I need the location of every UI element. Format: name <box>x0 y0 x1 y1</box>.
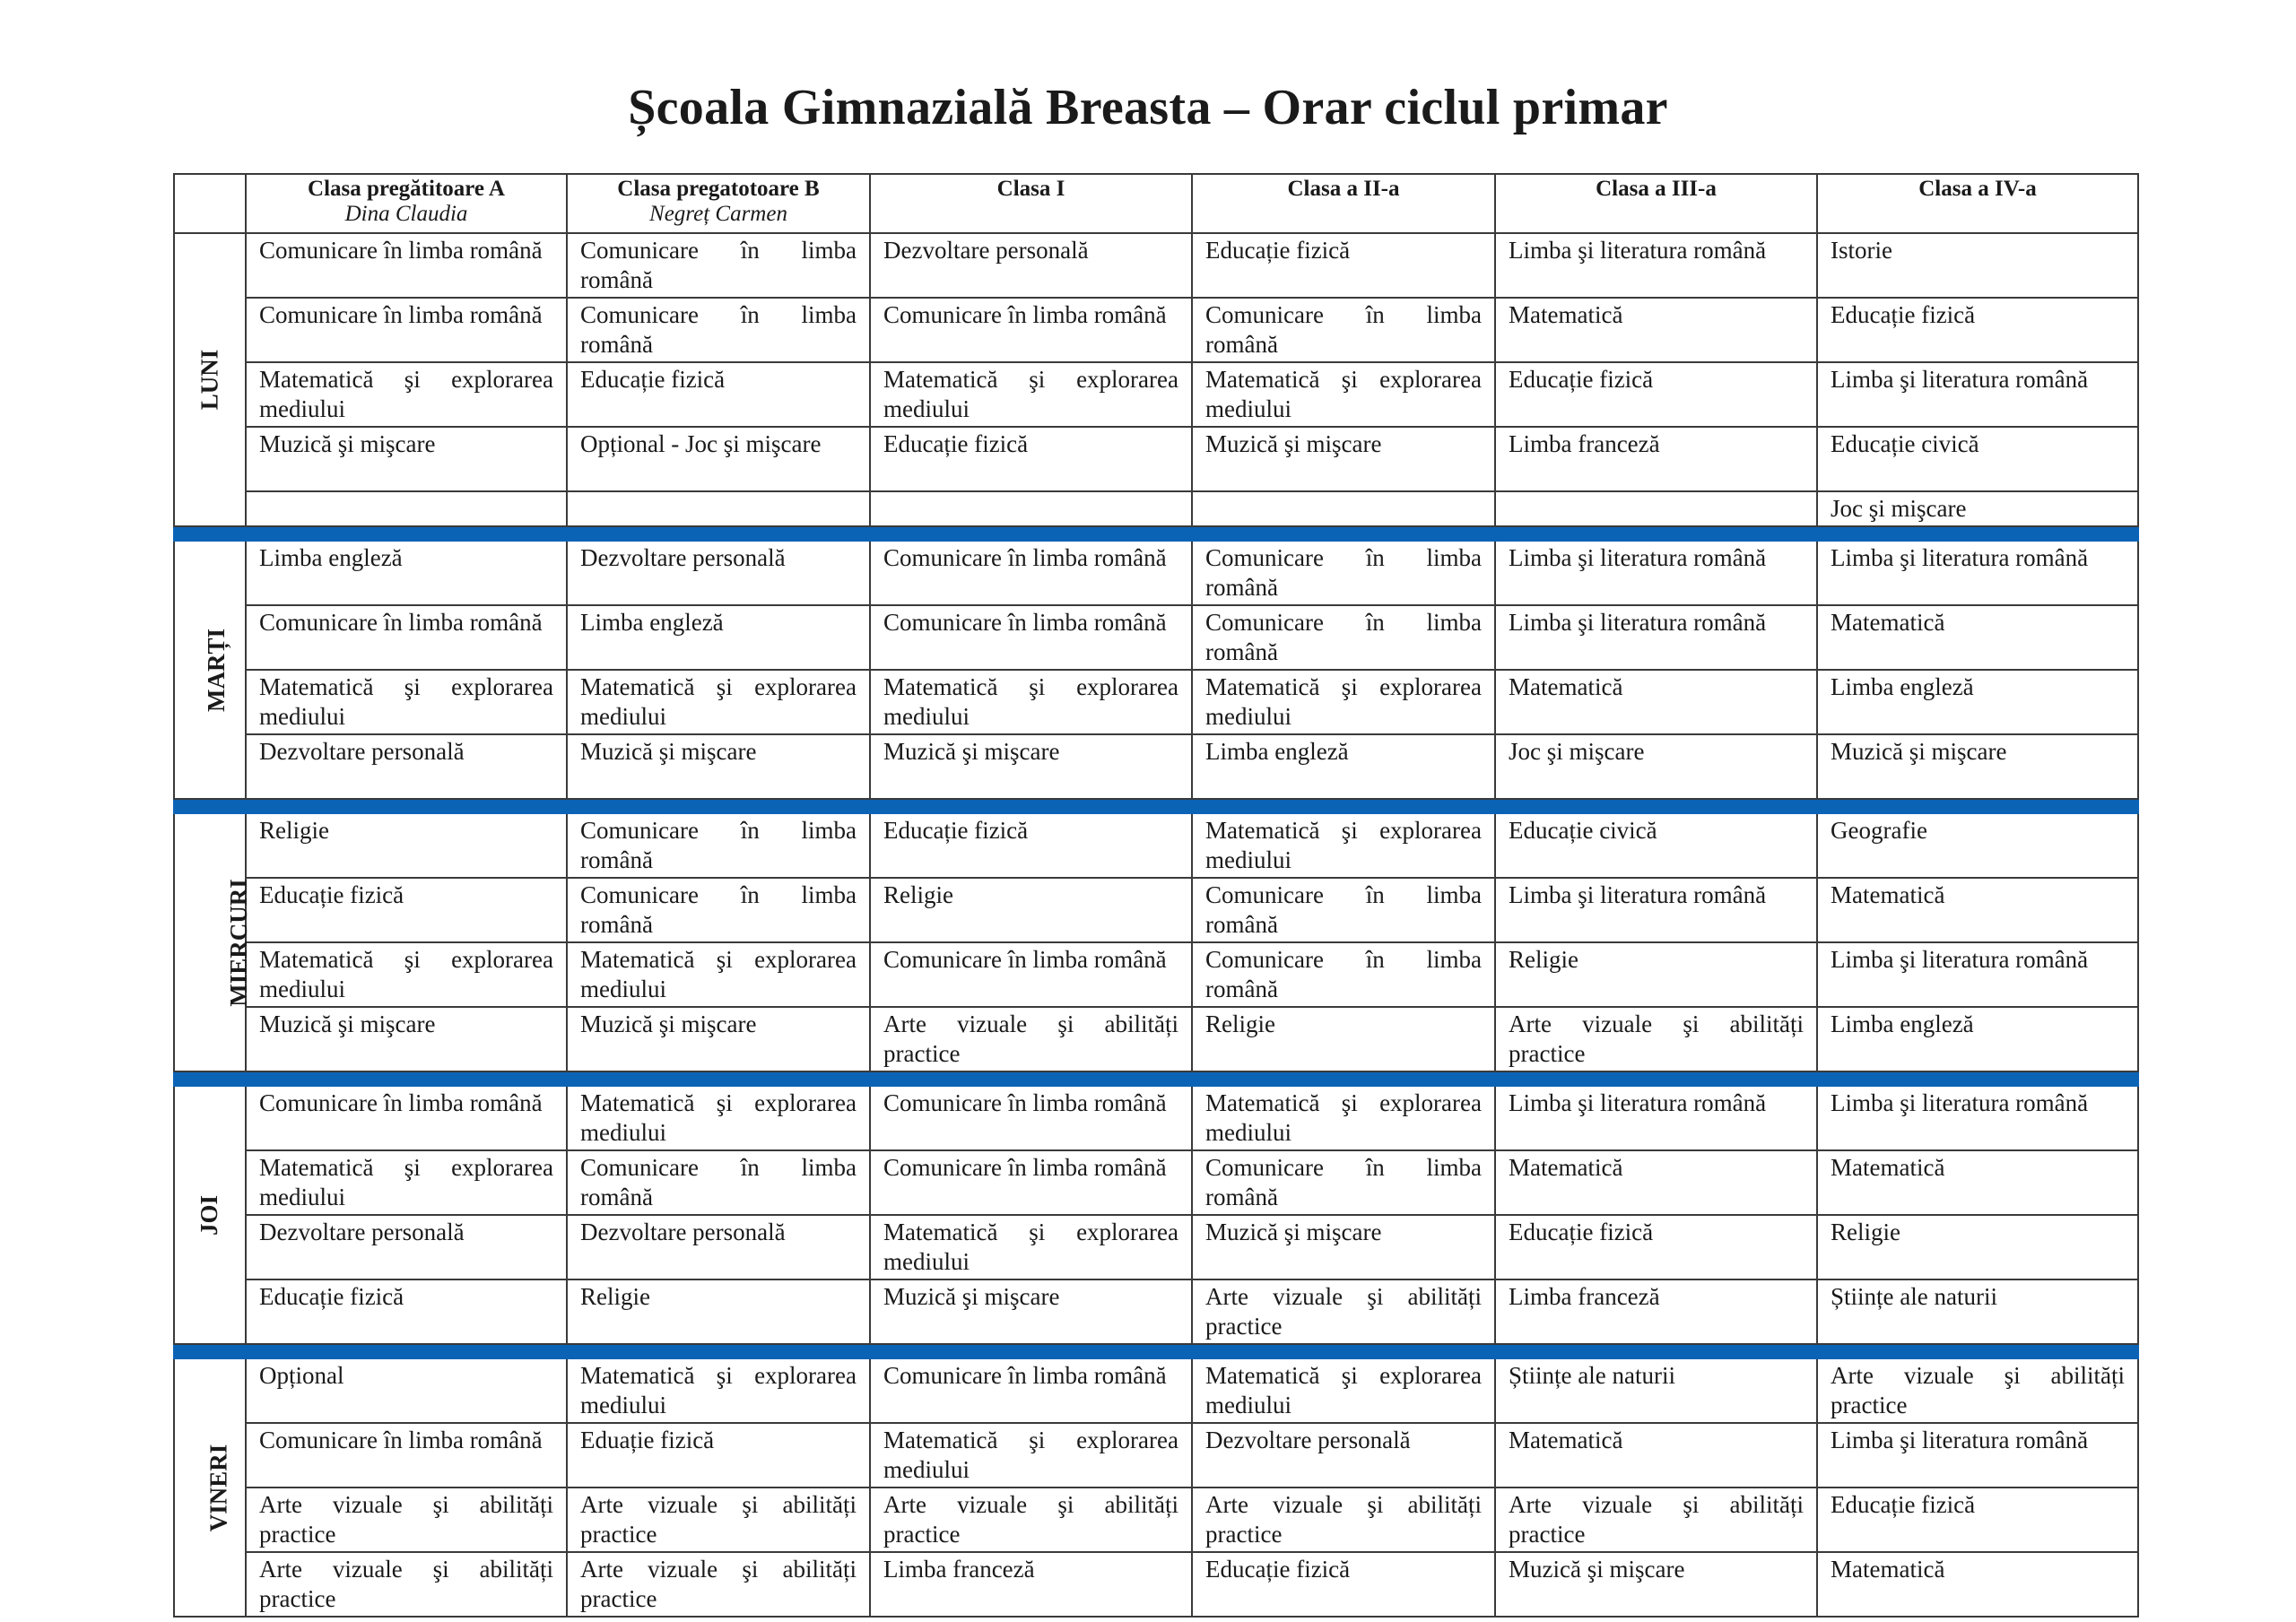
lesson-cell: Comunicare în limba română <box>567 878 870 942</box>
day-label-cell <box>174 1086 246 1344</box>
lesson-cell: Religie <box>1817 1215 2138 1279</box>
lesson-cell: Religie <box>1192 1007 1495 1071</box>
lesson-cell: Opțional - Joc şi mişcare <box>567 427 870 491</box>
lesson-cell: Geografie <box>1817 813 2138 878</box>
lesson-cell <box>870 491 1192 526</box>
day-name: MARȚI <box>203 628 230 712</box>
separator-cell <box>1817 1344 2138 1358</box>
lesson-cell: Arte vizuale şi abilități practice <box>246 1552 567 1617</box>
lesson-cell: Comunicare în limba română <box>870 605 1192 670</box>
lesson-cell: Matematică şi explorarea mediului <box>1192 813 1495 878</box>
lesson-cell: Educație fizică <box>1495 362 1817 427</box>
lesson-cell: Comunicare în limba română <box>1192 605 1495 670</box>
separator-cell <box>1192 799 1495 813</box>
lesson-row <box>174 362 2138 427</box>
lesson-cell: Limba engleză <box>1817 1007 2138 1071</box>
separator-cell <box>174 526 246 541</box>
lesson-cell: Matematică şi explorarea mediului <box>567 942 870 1007</box>
lesson-row <box>174 1358 2138 1423</box>
lesson-cell: Arte vizuale şi abilități practice <box>1495 1007 1817 1071</box>
class-name: Clasa a IV-a <box>1918 177 2037 201</box>
separator-cell <box>870 526 1192 541</box>
lesson-cell: Comunicare în limba română <box>870 1086 1192 1150</box>
timetable-body <box>174 233 2138 1617</box>
lesson-cell: Religie <box>870 878 1192 942</box>
lesson-row <box>174 1488 2138 1552</box>
lesson-cell: Arte vizuale şi abilități practice <box>567 1488 870 1552</box>
lesson-cell: Religie <box>246 813 567 878</box>
lesson-row <box>174 491 2138 526</box>
lesson-cell: Dezvoltare personală <box>246 734 567 799</box>
lesson-cell: Arte vizuale şi abilități practice <box>870 1488 1192 1552</box>
lesson-cell: Educație fizică <box>246 878 567 942</box>
lesson-cell: Matematică şi explorarea mediului <box>1192 362 1495 427</box>
lesson-cell: Muzică şi mişcare <box>246 427 567 491</box>
lesson-cell: Limba şi literatura română <box>1817 362 2138 427</box>
lesson-cell: Educație fizică <box>870 813 1192 878</box>
class-header <box>1817 174 2138 233</box>
lesson-cell: Matematică şi explorarea mediului <box>1192 1086 1495 1150</box>
separator-cell <box>567 799 870 813</box>
lesson-cell: Istorie <box>1817 233 2138 298</box>
lesson-cell: Limba franceză <box>1495 1279 1817 1344</box>
lesson-cell: Matematică <box>1495 1423 1817 1488</box>
separator-cell <box>1192 1071 1495 1086</box>
class-teacher: Negreț Carmen <box>649 202 787 226</box>
lesson-cell: Limba şi literatura română <box>1495 878 1817 942</box>
separator-cell <box>870 1344 1192 1358</box>
lesson-row <box>174 1552 2138 1617</box>
lesson-cell: Opțional <box>246 1358 567 1423</box>
lesson-row <box>174 427 2138 491</box>
timetable <box>173 173 2139 1618</box>
lesson-cell: Comunicare în limba română <box>246 1086 567 1150</box>
lesson-cell: Comunicare în limba română <box>1192 1150 1495 1215</box>
lesson-cell: Comunicare în limba română <box>246 605 567 670</box>
lesson-cell: Dezvoltare personală <box>567 1215 870 1279</box>
separator-cell <box>174 1071 246 1086</box>
lesson-cell: Comunicare în limba română <box>1192 942 1495 1007</box>
separator-cell <box>1817 799 2138 813</box>
lesson-cell: Matematică <box>1817 1150 2138 1215</box>
lesson-cell: Limba şi literatura română <box>1495 605 1817 670</box>
lesson-cell: Limba franceză <box>1495 427 1817 491</box>
separator-cell <box>246 1344 567 1358</box>
lesson-cell: Limba engleză <box>567 605 870 670</box>
lesson-cell: Matematică <box>1495 298 1817 362</box>
lesson-cell: Arte vizuale şi abilități practice <box>870 1007 1192 1071</box>
lesson-cell: Limba şi literatura română <box>1817 541 2138 605</box>
lesson-cell: Comunicare în limba română <box>1192 878 1495 942</box>
lesson-cell: Matematică <box>1817 878 2138 942</box>
lesson-row <box>174 298 2138 362</box>
lesson-cell: Comunicare în limba română <box>567 1150 870 1215</box>
lesson-cell: Religie <box>1495 942 1817 1007</box>
corner-cell <box>174 174 246 233</box>
day-separator <box>174 1344 2138 1358</box>
day-name: LUNI <box>196 349 223 411</box>
separator-cell <box>1192 1344 1495 1358</box>
lesson-cell: Dezvoltare personală <box>870 233 1192 298</box>
lesson-cell: Comunicare în limba română <box>1192 541 1495 605</box>
lesson-cell: Limba franceză <box>870 1552 1192 1617</box>
lesson-cell: Limba şi literatura română <box>1495 1086 1817 1150</box>
class-header <box>567 174 870 233</box>
lesson-cell: Limba şi literatura română <box>1495 233 1817 298</box>
lesson-row <box>174 605 2138 670</box>
separator-cell <box>246 1071 567 1086</box>
class-name: Clasa pregătitoare A <box>308 177 505 201</box>
lesson-row <box>174 1150 2138 1215</box>
day-name: MIERCURI <box>224 878 252 1007</box>
lesson-cell: Matematică şi explorarea mediului <box>870 1423 1192 1488</box>
lesson-cell: Educație fizică <box>1192 1552 1495 1617</box>
lesson-cell: Matematică şi explorarea mediului <box>870 362 1192 427</box>
separator-cell <box>1817 1071 2138 1086</box>
lesson-row <box>174 670 2138 734</box>
lesson-cell: Muzică şi mişcare <box>567 1007 870 1071</box>
lesson-cell: Limba şi literatura română <box>1817 1086 2138 1150</box>
lesson-cell <box>567 491 870 526</box>
lesson-cell: Joc şi mişcare <box>1495 734 1817 799</box>
lesson-cell: Comunicare în limba română <box>870 541 1192 605</box>
lesson-cell: Limba engleză <box>1192 734 1495 799</box>
lesson-cell: Comunicare în limba română <box>870 1358 1192 1423</box>
lesson-cell: Dezvoltare personală <box>567 541 870 605</box>
lesson-cell: Științe ale naturii <box>1495 1358 1817 1423</box>
lesson-row <box>174 1423 2138 1488</box>
lesson-cell: Matematică <box>1495 1150 1817 1215</box>
separator-cell <box>1192 526 1495 541</box>
lesson-cell: Muzică şi mişcare <box>870 734 1192 799</box>
lesson-row <box>174 541 2138 605</box>
separator-cell <box>567 1071 870 1086</box>
class-name: Clasa pregatotoare B <box>617 177 820 201</box>
day-separator <box>174 799 2138 813</box>
lesson-cell: Comunicare în limba română <box>246 1423 567 1488</box>
lesson-cell: Educație fizică <box>1495 1215 1817 1279</box>
day-label-cell <box>174 541 246 799</box>
lesson-cell: Eduație fizică <box>567 1423 870 1488</box>
separator-cell <box>246 526 567 541</box>
lesson-cell: Educație fizică <box>870 427 1192 491</box>
lesson-cell: Comunicare în limba română <box>870 1150 1192 1215</box>
class-teacher: Dina Claudia <box>344 202 468 226</box>
lesson-cell <box>1192 491 1495 526</box>
day-name: VINERI <box>204 1444 232 1531</box>
separator-cell <box>567 526 870 541</box>
lesson-cell: Matematică şi explorarea mediului <box>246 362 567 427</box>
lesson-cell: Matematică şi explorarea mediului <box>870 1215 1192 1279</box>
lesson-cell: Comunicare în limba română <box>870 942 1192 1007</box>
lesson-cell: Dezvoltare personală <box>1192 1423 1495 1488</box>
class-name: Clasa I <box>996 177 1065 201</box>
class-name: Clasa a II-a <box>1287 177 1400 201</box>
lesson-cell: Muzică şi mişcare <box>1495 1552 1817 1617</box>
lesson-cell: Muzică şi mişcare <box>1817 734 2138 799</box>
lesson-cell: Matematică <box>1495 670 1817 734</box>
class-name: Clasa a III-a <box>1596 177 1717 201</box>
class-header <box>870 174 1192 233</box>
separator-cell <box>1495 799 1817 813</box>
lesson-cell: Educație fizică <box>1192 233 1495 298</box>
lesson-cell: Limba şi literatura română <box>1817 1423 2138 1488</box>
lesson-row <box>174 1086 2138 1150</box>
separator-cell <box>1495 1071 1817 1086</box>
lesson-cell: Matematică şi explorarea mediului <box>567 1086 870 1150</box>
separator-cell <box>870 799 1192 813</box>
lesson-cell: Arte vizuale şi abilități practice <box>567 1552 870 1617</box>
separator-cell <box>174 1344 246 1358</box>
lesson-row <box>174 942 2138 1007</box>
lesson-cell: Muzică şi mişcare <box>246 1007 567 1071</box>
separator-cell <box>1817 526 2138 541</box>
lesson-cell: Comunicare în limba română <box>246 298 567 362</box>
lesson-cell: Matematică <box>1817 605 2138 670</box>
lesson-cell: Științe ale naturii <box>1817 1279 2138 1344</box>
lesson-cell: Muzică şi mişcare <box>1192 1215 1495 1279</box>
separator-cell <box>246 799 567 813</box>
class-header <box>246 174 567 233</box>
lesson-cell: Religie <box>567 1279 870 1344</box>
lesson-cell: Limba engleză <box>1817 670 2138 734</box>
lesson-cell: Comunicare în limba română <box>567 298 870 362</box>
lesson-cell: Limba şi literatura română <box>1817 942 2138 1007</box>
day-label-cell <box>174 813 252 1071</box>
day-label-cell <box>174 233 246 526</box>
lesson-cell: Comunicare în limba română <box>1192 298 1495 362</box>
lesson-cell: Matematică şi explorarea mediului <box>246 942 567 1007</box>
lesson-row <box>174 1279 2138 1344</box>
separator-cell <box>174 799 246 813</box>
lesson-cell: Comunicare în limba română <box>246 233 567 298</box>
lesson-cell: Matematică <box>1817 1552 2138 1617</box>
lesson-cell: Comunicare în limba română <box>567 813 870 878</box>
day-name: JOI <box>196 1194 223 1236</box>
lesson-cell: Muzică şi mişcare <box>567 734 870 799</box>
lesson-cell: Arte vizuale şi abilități practice <box>1192 1279 1495 1344</box>
lesson-cell: Muzică şi mişcare <box>1192 427 1495 491</box>
lesson-row <box>174 1215 2138 1279</box>
lesson-row <box>174 813 2138 878</box>
lesson-cell: Educație fizică <box>1817 1488 2138 1552</box>
lesson-cell: Matematică şi explorarea mediului <box>246 670 567 734</box>
lesson-cell: Educație civică <box>1817 427 2138 491</box>
lesson-cell: Matematică şi explorarea mediului <box>567 1358 870 1423</box>
lesson-cell: Educație fizică <box>1817 298 2138 362</box>
lesson-cell: Educație fizică <box>567 362 870 427</box>
lesson-cell: Arte vizuale şi abilități practice <box>1817 1358 2138 1423</box>
class-header <box>1192 174 1495 233</box>
lesson-cell <box>1495 491 1817 526</box>
lesson-cell: Arte vizuale şi abilități practice <box>1495 1488 1817 1552</box>
separator-cell <box>1495 526 1817 541</box>
lesson-cell: Matematică şi explorarea mediului <box>870 670 1192 734</box>
lesson-cell: Educație civică <box>1495 813 1817 878</box>
day-label-cell <box>174 1358 246 1617</box>
lesson-cell: Arte vizuale şi abilități practice <box>246 1488 567 1552</box>
lesson-cell: Muzică şi mişcare <box>870 1279 1192 1344</box>
lesson-cell: Educație fizică <box>246 1279 567 1344</box>
lesson-cell: Comunicare în limba română <box>567 233 870 298</box>
lesson-cell <box>246 491 567 526</box>
day-separator <box>174 1071 2138 1086</box>
document-title: Școala Gimnazială Breasta – Orar ciclul primar <box>628 80 1668 135</box>
separator-cell <box>1495 1344 1817 1358</box>
lesson-row <box>174 878 2138 942</box>
lesson-cell: Limba engleză <box>246 541 567 605</box>
lesson-row <box>174 1007 2138 1071</box>
separator-cell <box>870 1071 1192 1086</box>
lesson-cell: Dezvoltare personală <box>246 1215 567 1279</box>
header-row <box>174 174 2138 233</box>
lesson-cell: Arte vizuale şi abilități practice <box>1192 1488 1495 1552</box>
lesson-cell: Limba şi literatura română <box>1495 541 1817 605</box>
lesson-cell: Joc şi mişcare <box>1817 491 2138 526</box>
lesson-row <box>174 233 2138 298</box>
lesson-cell: Matematică şi explorarea mediului <box>246 1150 567 1215</box>
lesson-cell: Matematică şi explorarea mediului <box>1192 1358 1495 1423</box>
lesson-cell: Matematică şi explorarea mediului <box>567 670 870 734</box>
lesson-row <box>174 734 2138 799</box>
lesson-cell: Matematică şi explorarea mediului <box>1192 670 1495 734</box>
separator-cell <box>567 1344 870 1358</box>
lesson-cell: Comunicare în limba română <box>870 298 1192 362</box>
class-header <box>1495 174 1817 233</box>
day-separator <box>174 526 2138 541</box>
